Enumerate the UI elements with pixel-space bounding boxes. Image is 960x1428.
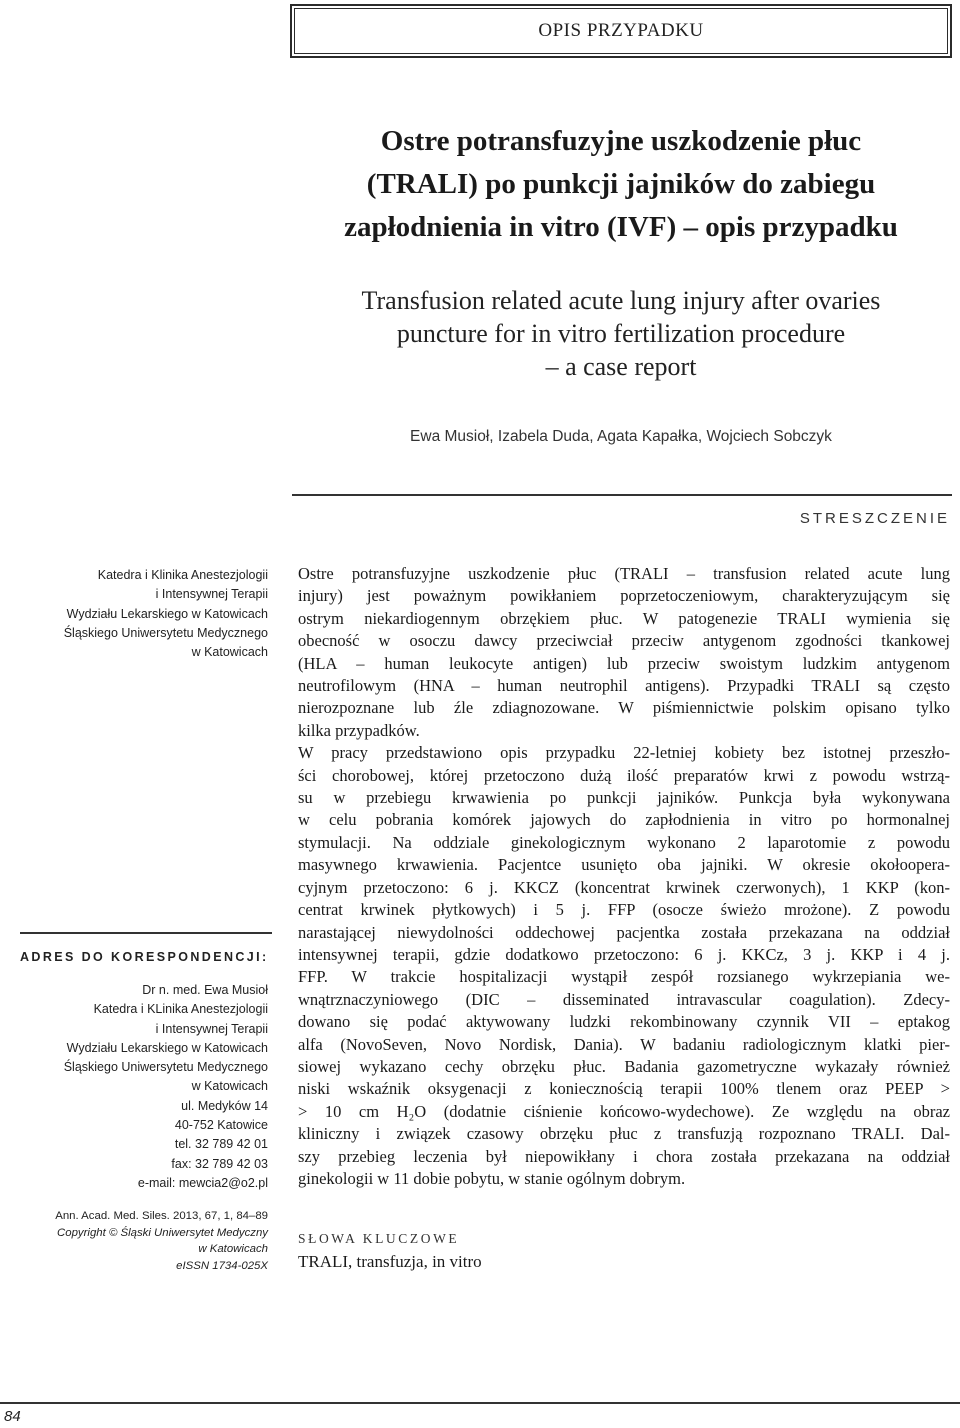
correspondence-divider <box>20 932 272 934</box>
abstract-line: ści chorobowej, której przetoczono dużą ilość preparatów krwi z powodu wstrzą- <box>298 765 950 785</box>
abstract-line: neutrofilowym (HNA – human neutrophil antigens). Przypadki TRALI są często <box>298 676 950 696</box>
abstract-line: ostrym niekardiogennym obrzękiem płuc. W patogenezie TRALI wymienia się <box>298 608 950 628</box>
abstract-line: siowej wykazano cechy obrzęku płuc. Badania gazometryczne wykazały również <box>298 1056 950 1076</box>
section-header-box <box>290 4 952 58</box>
abstract-line: cyjnym przetoczono: 6 j. KKCZ (koncentrat krwinek czerwonych), 1 KKP (kon- <box>298 877 950 897</box>
abstract-heading: STRESZCZENIE <box>799 510 950 527</box>
correspondence-line: fax: 32 789 42 03 <box>171 1156 268 1171</box>
abstract-line: narastającej niewydolności oddechowej pacjentka została przekazana na oddział <box>298 922 950 942</box>
correspondence-heading: ADRES DO KORESPONDENCJI: <box>20 950 269 964</box>
abstract-line: kilka przypadków. <box>298 720 420 740</box>
keywords-heading: SŁOWA KLUCZOWE <box>298 1231 460 1246</box>
section-label: OPIS PRZYPADKU <box>538 20 704 41</box>
abstract-line: obecność w osoczu dawcy przeciwciał przeciw antygenom zgodności tkankowej <box>298 631 950 651</box>
title-polish-line: (TRALI) po punkcji jajników do zabiegu <box>366 168 876 200</box>
abstract-line: kliniczny i związek czasowy obrzęku płuc z transfuzją rozpoznano TRALI. Dal- <box>298 1124 950 1144</box>
abstract-line: W pracy przedstawiono opis przypadku 22-letniej kobiety bez istotnej przeszło- <box>298 743 950 763</box>
title-english-line: – a case report <box>545 352 697 381</box>
affiliation-line: Katedra i Klinika Anestezjologii <box>97 568 268 582</box>
correspondence-line: tel. 32 789 42 01 <box>174 1137 268 1152</box>
correspondence-line: Wydziału Lekarskiego w Katowicach <box>66 1040 268 1055</box>
footer-divider <box>0 1402 960 1404</box>
keywords-text: TRALI, transfuzja, in vitro <box>298 1252 482 1271</box>
citation <box>20 1208 268 1274</box>
title-english-line: puncture for in vitro fertilization procedure <box>396 319 846 348</box>
abstract-line: alfa (NovoSeven, Novo Nordisk, Dania). W badaniu radiologicznym klatki pier- <box>298 1034 950 1054</box>
journal-citation: Ann. Acad. Med. Siles. 2013, 67, 1, 84–89 <box>55 1210 268 1222</box>
affiliation-line: Śląskiego Uniwersytetu Medycznego <box>63 625 268 640</box>
abstract-line: (HLA – human leukocyte antigen) lub przeciw swoistym ludzkim antygenom <box>298 653 950 673</box>
abstract-line: niski wskaźnik oksygenacji z koniecznością terapii 100% tlenem oraz PEEP > <box>298 1079 950 1099</box>
abstract-body <box>298 563 950 1190</box>
correspondence-email: e-mail: mewcia2@o2.pl <box>137 1175 268 1190</box>
abstract-line: szy przebieg leczenia był niepowikłany i chora została przekazana na oddział <box>298 1146 950 1166</box>
correspondence-line: i Intensywnej Terapii <box>155 1021 268 1036</box>
issn: eISSN 1734-025X <box>176 1259 268 1272</box>
title-polish-line: Ostre potransfuzyjne uszkodzenie płuc <box>380 125 862 157</box>
abstract-line: Ostre potransfuzyjne uszkodzenie płuc (TRALI – transfusion related acute lung <box>298 564 950 583</box>
correspondence-line: Dr n. med. Ewa Musioł <box>142 983 268 997</box>
copyright-line: Copyright © Śląski Uniwersytet Medyczny <box>57 1226 268 1239</box>
abstract-line: injury) jest poważnym powikłaniem poprzetoczeniowym, charakteryzującym się <box>298 586 950 606</box>
affiliation-line: Wydziału Lekarskiego w Katowicach <box>66 606 268 621</box>
title-polish-line: zapłodnienia in vitro (IVF) – opis przypadku <box>344 211 898 243</box>
author-list: Ewa Musioł, Izabela Duda, Agata Kapałka, Wojciech Sobczyk <box>410 428 832 445</box>
abstract-line: wnątrznaczyniowego (DIC – disseminated intravascular coagulation). Zdecy- <box>298 989 950 1009</box>
affiliation-line: w Katowicach <box>191 645 268 660</box>
abstract-line: ginekologii w 11 dobie pobytu, w stanie ogólnym dobrym. <box>298 1168 686 1188</box>
correspondence-address <box>20 981 268 1193</box>
abstract-line: FFP. W trakcie hospitalizacji wystąpił zespół rozsianego wykrzepiania we- <box>298 967 950 987</box>
abstract-line: intensywnej terapii, gdzie dodatkowo przetoczono: 6 j. KKCz, 3 j. KKP i 4 j. <box>298 944 950 964</box>
abstract-line: masywnego krwawienia. Pacjentce usunięto oba jajniki. W okresie okołoopera- <box>298 855 950 875</box>
abstract-line: stymulacji. Na oddziale ginekologicznym wykonano 2 laparotomie z powodu <box>298 832 950 852</box>
affiliation-line: i Intensywnej Terapii <box>155 587 268 602</box>
correspondence-line: 40-752 Katowice <box>174 1118 268 1133</box>
title-english <box>290 284 952 383</box>
correspondence-line: Śląskiego Uniwersytetu Medycznego <box>63 1060 268 1075</box>
abstract-line: nierozpoznane lub źle zdiagnozowane. W piśmiennictwie polskim opisano tylko <box>298 698 950 718</box>
title-english-line: Transfusion related acute lung injury after ovaries <box>361 286 881 315</box>
affiliation <box>20 566 268 662</box>
correspondence-line: w Katowicach <box>191 1079 268 1094</box>
copyright-line: w Katowicach <box>198 1243 268 1255</box>
abstract-line: > 10 cm H₂O (dodatnie ciśnienie końcowo-wydechowe). Ze względu na obraz <box>298 1101 950 1121</box>
title-polish <box>290 120 952 249</box>
abstract-line: centrat krwinek płytkowych) i 5 j. FFP (osocze świeżo mrożone). Z powodu <box>298 900 950 920</box>
abstract-line: su w przebiegu krwawienia po punkcji jajników. Punkcja była wykonywana <box>298 788 950 808</box>
abstract-line: dowano się podać aktywowany ludzki rekombinowany czynnik VII – eptakog <box>298 1012 950 1032</box>
page-number: 84 <box>4 1408 21 1425</box>
correspondence-line: Katedra i KLinika Anestezjologii <box>93 1002 268 1017</box>
abstract-divider <box>292 494 952 496</box>
abstract-line: w celu pobrania komórek jajowych do zapłodnienia in vitro po hormonalnej <box>298 810 950 830</box>
correspondence-line: ul. Medyków 14 <box>181 1098 268 1113</box>
